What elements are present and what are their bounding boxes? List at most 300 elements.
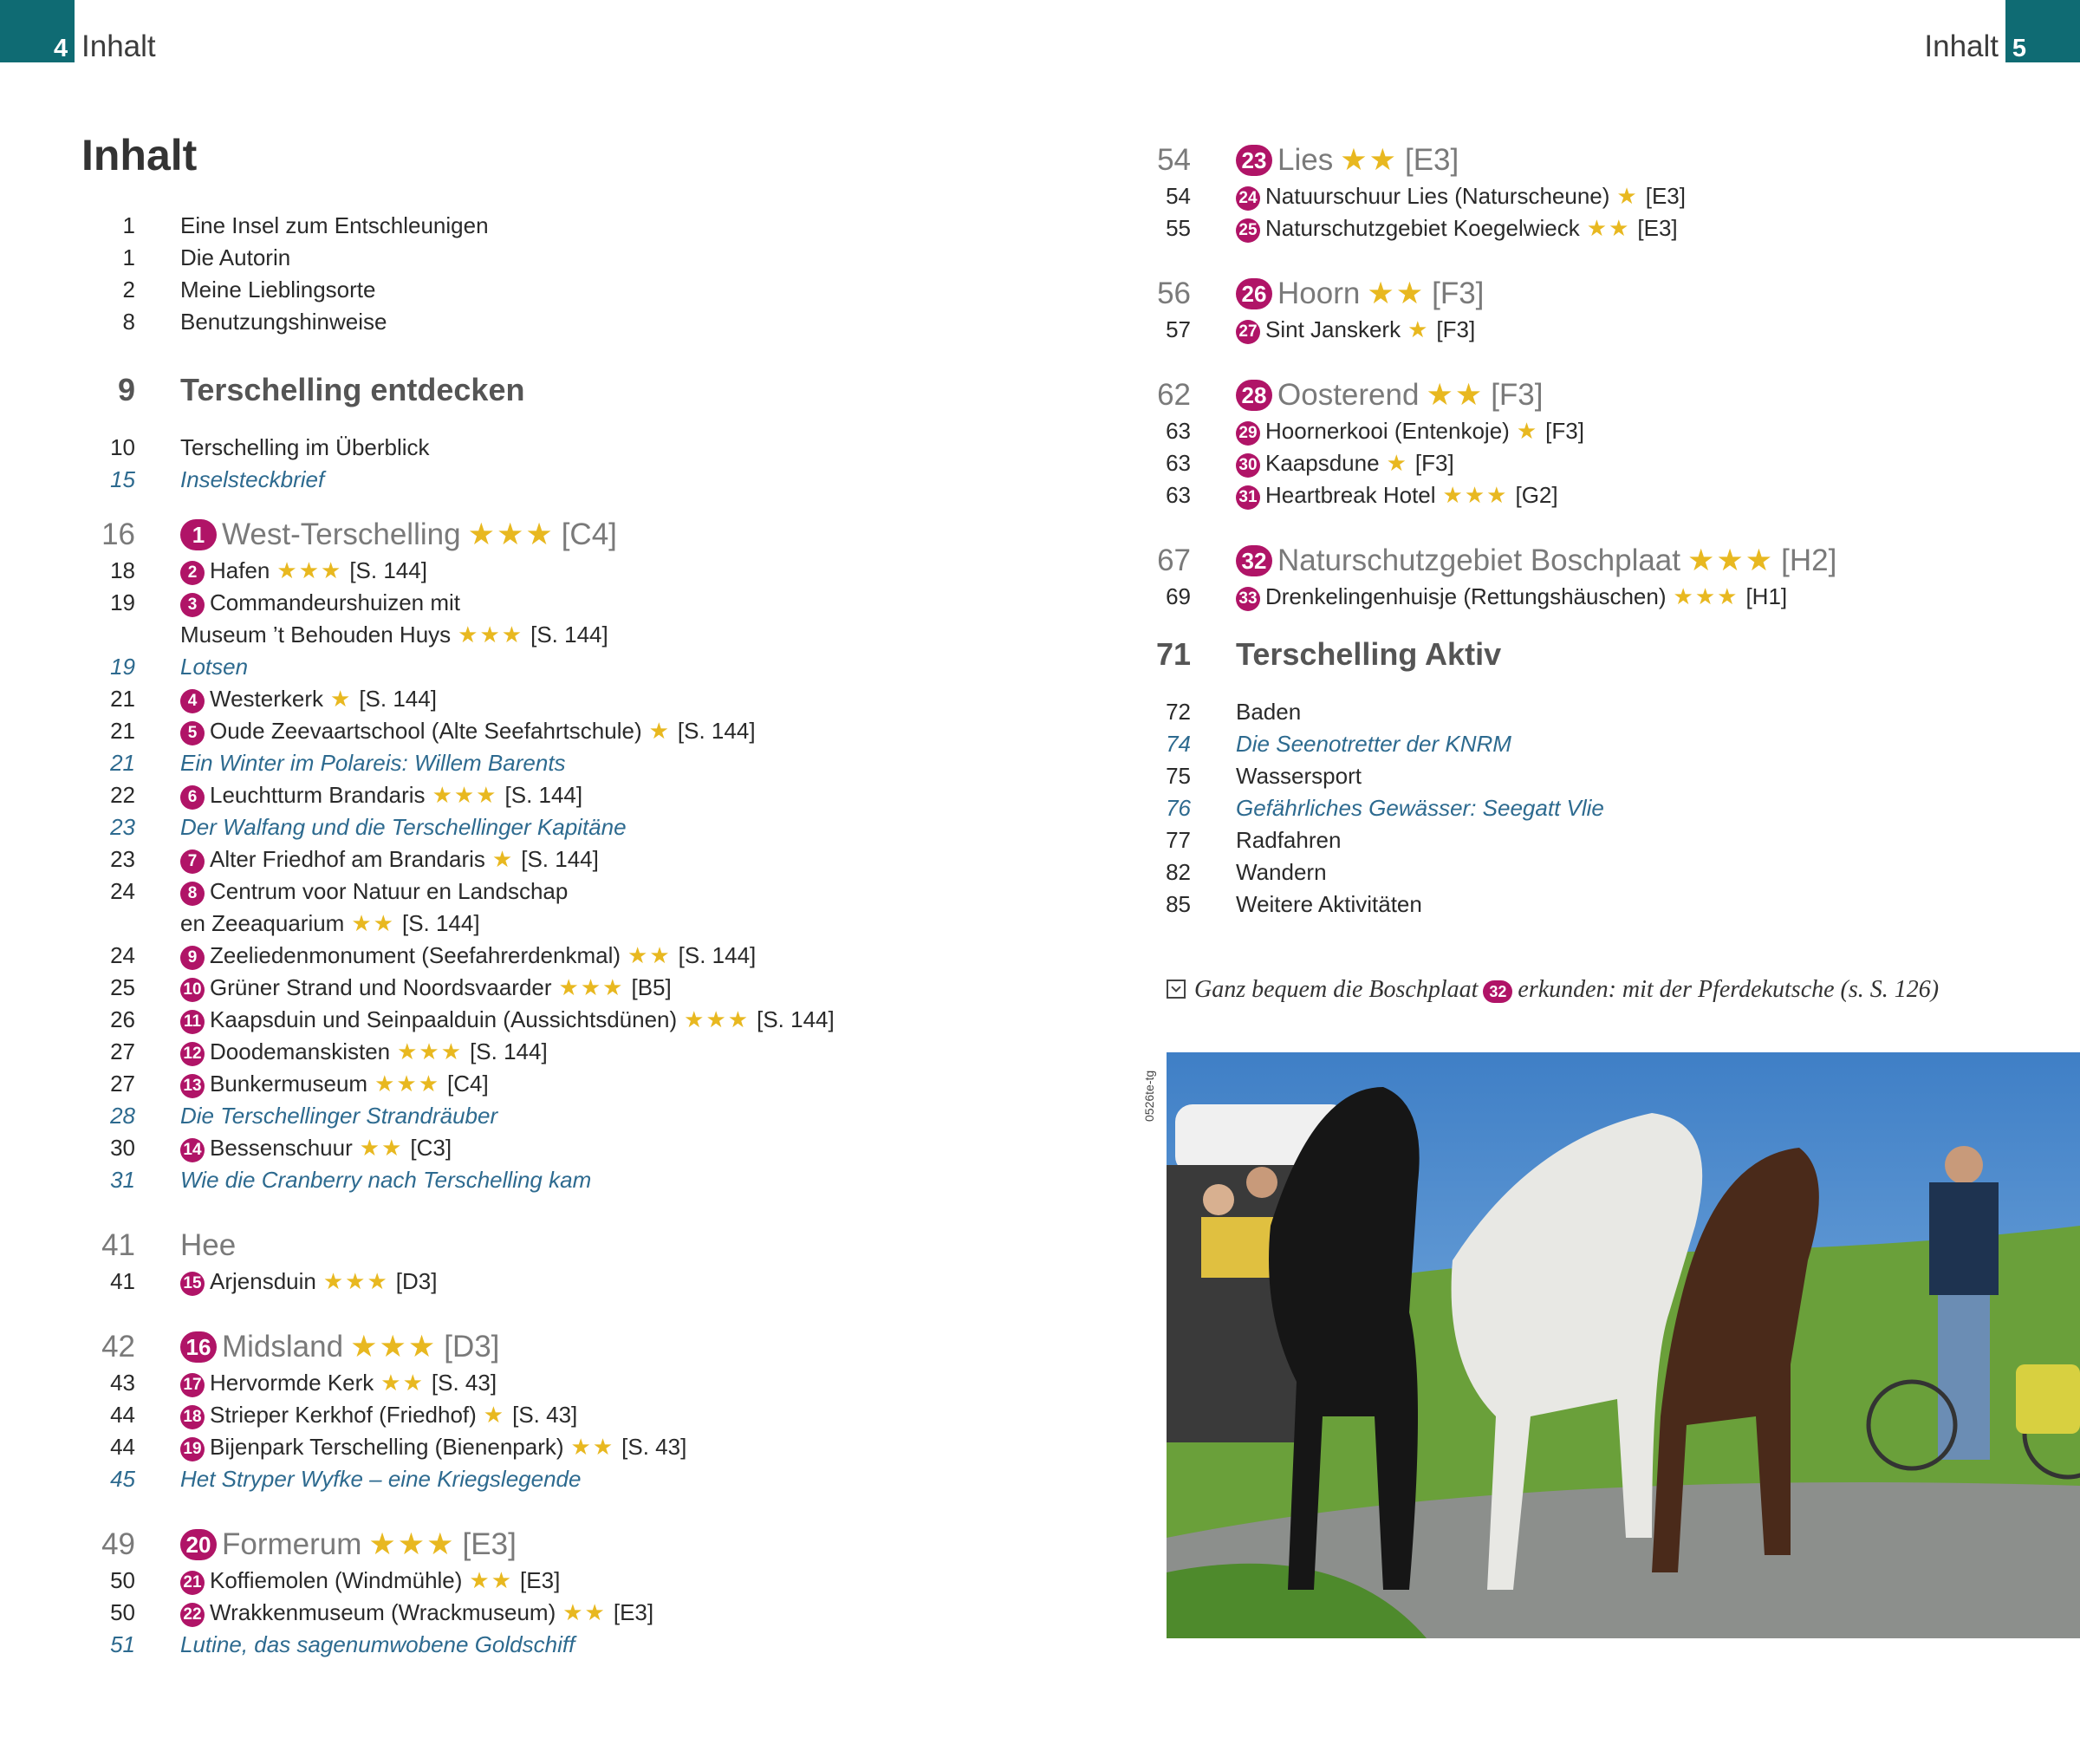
rating-stars-icon: ★★★ <box>1687 544 1775 577</box>
rating-stars-icon: ★ <box>330 686 353 712</box>
toc-page-number: 44 <box>110 1402 135 1428</box>
toc-left-column <box>81 210 1035 1661</box>
rating-stars-icon: ★★★ <box>1442 482 1509 508</box>
photo-caption <box>1167 976 1939 1004</box>
toc-page-number: 57 <box>1166 316 1191 342</box>
toc-entry-title: Doodemanskisten <box>210 1038 391 1064</box>
caption-text-after: erkunden: mit der Pferdekutsche (s. S. 126) <box>1518 976 1940 1003</box>
toc-entry[interactable] <box>81 515 1035 555</box>
rating-stars-icon: ★★ <box>380 1370 425 1396</box>
toc-entry-title: Sint Janskerk <box>1265 316 1401 342</box>
toc-entry[interactable] <box>1137 447 2047 479</box>
poi-number-badge: 2 <box>180 561 205 585</box>
rating-stars-icon: ★★★ <box>684 1006 751 1032</box>
toc-entry-title: Leuchtturm Brandaris <box>210 782 426 808</box>
map-reference: [S. 144] <box>530 622 608 648</box>
right-page-number: 5 <box>2012 35 2026 62</box>
toc-entry-title: Terschelling im Überblick <box>180 434 430 460</box>
toc-entry[interactable] <box>1137 760 2047 792</box>
rating-stars-icon: ★★★ <box>432 782 498 808</box>
poi-number-badge: 4 <box>180 689 205 713</box>
toc-entry[interactable] <box>1137 856 2047 889</box>
map-reference: [E3] <box>462 1527 517 1561</box>
toc-entry-content <box>180 210 489 242</box>
poi-number-badge: 27 <box>1236 320 1260 344</box>
toc-page-number: 19 <box>110 654 135 680</box>
toc-entry-title: Bessenschuur <box>210 1135 353 1161</box>
toc-entry-title: Der Walfang und die Terschellinger Kapitäne <box>180 814 627 840</box>
poi-number-badge: 8 <box>180 882 205 906</box>
toc-spacer <box>1137 613 2047 632</box>
toc-entry-title: Zeeliedenmonument (Seefahrerdenkmal) <box>210 942 621 968</box>
toc-entry-content <box>180 1036 548 1068</box>
toc-entry[interactable] <box>81 1399 1035 1431</box>
map-reference: [E3] <box>520 1567 561 1593</box>
rating-stars-icon: ★★★ <box>397 1038 464 1064</box>
toc-page-number: 44 <box>110 1434 135 1460</box>
left-header-title: Inhalt <box>81 29 156 63</box>
toc-entry-content <box>180 1597 653 1629</box>
toc-page-number: 72 <box>1166 699 1191 725</box>
toc-entry-content <box>180 875 568 908</box>
toc-entry[interactable] <box>81 464 1035 496</box>
caption-number-badge: 32 <box>1483 980 1512 1003</box>
toc-entry[interactable] <box>81 683 1035 715</box>
toc-entry-title: Westerkerk <box>210 686 323 712</box>
toc-entry-content <box>180 1164 591 1196</box>
toc-entry-title: Die Autorin <box>180 244 291 270</box>
toc-entry-content <box>1236 479 1558 511</box>
toc-entry[interactable] <box>1137 415 2047 447</box>
toc-entry[interactable] <box>81 368 1035 413</box>
poi-number-badge: 9 <box>180 946 205 970</box>
map-reference: [S. 144] <box>677 718 756 744</box>
toc-entry-content <box>180 306 387 338</box>
map-reference: [E3] <box>1637 215 1678 241</box>
toc-entry[interactable] <box>1137 180 2047 212</box>
toc-entry-title: Terschelling entdecken <box>180 372 525 407</box>
toc-entry-content <box>1236 889 1422 921</box>
toc-entry-content <box>180 651 248 683</box>
map-reference: [H2] <box>1781 544 1837 577</box>
toc-page-number: 25 <box>110 974 135 1000</box>
toc-page-number: 1 <box>122 212 135 238</box>
toc-page-number: 1 <box>122 244 135 270</box>
toc-page-number: 49 <box>101 1527 135 1561</box>
toc-entry-content <box>1236 180 1686 212</box>
toc-entry-content <box>1236 415 1584 447</box>
toc-entry-content <box>180 972 672 1004</box>
horse-carriage-illustration <box>1167 1052 2080 1638</box>
toc-page-number: 31 <box>110 1167 135 1193</box>
toc-page-number: 18 <box>110 557 135 583</box>
photo-credit: 0526te-tg <box>1142 1070 1156 1122</box>
rating-stars-icon: ★★ <box>1340 143 1398 177</box>
toc-entry-content <box>180 747 566 779</box>
toc-entry-content <box>180 683 437 715</box>
toc-entry[interactable] <box>81 1164 1035 1196</box>
toc-entry-title: Bunkermuseum <box>210 1071 368 1097</box>
rating-stars-icon: ★★ <box>562 1599 607 1625</box>
caption-arrow-icon <box>1167 980 1186 999</box>
toc-page-number: 23 <box>110 814 135 840</box>
toc-spacer <box>1137 346 2047 375</box>
toc-entry[interactable] <box>81 1367 1035 1399</box>
rating-stars-icon: ★★ <box>627 942 672 968</box>
toc-entry-title: Hafen <box>210 557 270 583</box>
toc-entry[interactable] <box>1137 140 2047 180</box>
map-reference: [S. 144] <box>349 557 427 583</box>
map-reference: [G2] <box>1515 482 1558 508</box>
toc-entry-title: Hee <box>180 1228 237 1262</box>
toc-entry[interactable] <box>81 747 1035 779</box>
toc-entry-title: Benutzungshinweise <box>180 309 387 335</box>
toc-entry[interactable] <box>1137 696 2047 728</box>
poi-number-badge: 24 <box>1236 186 1260 211</box>
toc-entry[interactable] <box>1137 274 2047 314</box>
toc-page-number: 21 <box>110 718 135 744</box>
toc-entry[interactable] <box>1137 581 2047 613</box>
toc-page-number: 24 <box>110 942 135 968</box>
toc-entry-title: Lotsen <box>180 654 249 680</box>
toc-spacer <box>81 1196 1035 1226</box>
toc-page-number: 85 <box>1166 891 1191 917</box>
toc-entry-content <box>1236 632 1501 677</box>
toc-spacer <box>1137 511 2047 541</box>
toc-entry-content <box>180 1327 499 1367</box>
toc-page-number: 67 <box>1157 544 1191 577</box>
toc-entry-title: Bijenpark Terschelling (Bienenpark) <box>210 1434 564 1460</box>
toc-entry-title: Naturschutzgebiet Koegelwieck <box>1265 215 1580 241</box>
toc-entry-title: Midsland <box>222 1330 344 1364</box>
rating-stars-icon: ★★ <box>1426 378 1485 412</box>
toc-entry-title: Ein Winter im Polareis: Willem Barents <box>180 750 566 776</box>
toc-entry-content <box>180 464 324 496</box>
toc-page-number: 63 <box>1166 450 1191 476</box>
toc-entry[interactable] <box>81 1431 1035 1463</box>
toc-page-number: 75 <box>1166 763 1191 789</box>
toc-entry-content <box>180 811 627 843</box>
rating-stars-icon: ★★★ <box>368 1527 456 1561</box>
poi-number-badge: 3 <box>180 593 205 617</box>
toc-spacer <box>1137 244 2047 274</box>
toc-entry[interactable] <box>81 908 1035 940</box>
rating-stars-icon: ★★★ <box>458 622 524 648</box>
toc-entry-content <box>180 1399 577 1431</box>
toc-entry-title: Lutine, das sagenumwobene Goldschiff <box>180 1631 575 1657</box>
toc-entry[interactable] <box>1137 824 2047 856</box>
toc-entry[interactable] <box>81 555 1035 587</box>
map-reference: [S. 144] <box>521 846 599 872</box>
toc-page-number: 82 <box>1166 859 1191 885</box>
toc-entry[interactable] <box>81 779 1035 811</box>
toc-spacer <box>81 338 1035 368</box>
toc-entry-content <box>1236 824 1341 856</box>
map-reference: [F3] <box>1414 450 1454 476</box>
toc-entry-title: Hoorn <box>1277 277 1361 310</box>
toc-entry-content <box>180 242 290 274</box>
toc-entry-title: Oude Zeevaartschool (Alte Seefahrtschule) <box>210 718 642 744</box>
toc-entry[interactable] <box>81 1463 1035 1495</box>
toc-entry-title: Centrum voor Natuur en Landschap <box>210 878 569 904</box>
toc-entry-title: Oosterend <box>1277 378 1420 412</box>
toc-entry-content <box>180 1266 437 1298</box>
toc-page-number: 41 <box>101 1228 135 1262</box>
toc-entry[interactable] <box>81 1068 1035 1100</box>
poi-number-badge: 25 <box>1236 218 1260 243</box>
poi-number-badge: 5 <box>180 721 205 745</box>
toc-entry-title: Grüner Strand und Noordsvaarder <box>210 974 552 1000</box>
toc-entry[interactable] <box>81 972 1035 1004</box>
toc-entry-title: Heartbreak Hotel <box>1265 482 1436 508</box>
toc-entry-title: Arjensduin <box>210 1268 316 1294</box>
rating-stars-icon: ★ <box>1386 450 1408 476</box>
poi-number-badge: 12 <box>180 1042 205 1066</box>
poi-number-badge: 23 <box>1236 145 1272 176</box>
toc-page-number: 26 <box>110 1006 135 1032</box>
map-reference: [S. 144] <box>757 1006 835 1032</box>
map-reference: [F3] <box>1545 418 1584 444</box>
toc-page-number: 22 <box>110 782 135 808</box>
toc-entry-content <box>180 940 756 972</box>
map-reference: [S. 144] <box>401 910 480 936</box>
toc-entry[interactable] <box>1137 375 2047 415</box>
toc-entry[interactable] <box>81 1629 1035 1661</box>
toc-entry-content <box>180 1367 497 1399</box>
rating-stars-icon: ★★★ <box>1673 583 1739 609</box>
toc-entry[interactable] <box>81 1100 1035 1132</box>
toc-entry-content <box>180 587 460 619</box>
toc-entry-title: en Zeeaquarium <box>180 910 345 936</box>
toc-entry[interactable] <box>1137 632 2047 677</box>
toc-spacer <box>1137 677 2047 696</box>
toc-page-number: 28 <box>110 1103 135 1129</box>
toc-entry-title: Weitere Aktivitäten <box>1236 891 1422 917</box>
map-reference: [S. 43] <box>431 1370 497 1396</box>
toc-entry-title: Formerum <box>222 1527 362 1561</box>
toc-entry-content <box>180 1629 575 1661</box>
toc-entry-content <box>180 1068 489 1100</box>
rating-stars-icon: ★ <box>648 718 671 744</box>
poi-number-badge: 19 <box>180 1437 205 1461</box>
rating-stars-icon: ★ <box>1407 316 1430 342</box>
rating-stars-icon: ★★ <box>359 1135 404 1161</box>
toc-page-number: 56 <box>1157 277 1191 310</box>
toc-entry-content <box>180 1100 497 1132</box>
toc-page-number: 76 <box>1166 795 1191 821</box>
toc-entry-content <box>180 555 427 587</box>
toc-entry-content <box>1236 856 1327 889</box>
map-reference: [C4] <box>561 517 617 551</box>
toc-entry-content <box>1236 728 1511 760</box>
toc-page-number: 77 <box>1166 827 1191 853</box>
rating-stars-icon: ★★ <box>1586 215 1631 241</box>
map-reference: [F3] <box>1436 316 1476 342</box>
toc-page-number: 16 <box>101 517 135 551</box>
toc-page-number: 2 <box>122 277 135 303</box>
toc-entry-title: Kaapsduin und Seinpaalduin (Aussichtsdünen) <box>210 1006 678 1032</box>
rating-stars-icon: ★★★ <box>374 1071 441 1097</box>
toc-entry-content <box>1236 314 1475 346</box>
toc-page-number: 55 <box>1166 215 1191 241</box>
toc-spacer <box>81 1298 1035 1327</box>
toc-entry-title: Alter Friedhof am Brandaris <box>210 846 485 872</box>
toc-entry-title: Koffiemolen (Windmühle) <box>210 1567 463 1593</box>
toc-entry[interactable] <box>81 715 1035 747</box>
toc-entry[interactable] <box>81 1597 1035 1629</box>
toc-page-number: 50 <box>110 1567 135 1593</box>
toc-entry-content <box>180 1525 517 1565</box>
toc-page-number: 69 <box>1166 583 1191 609</box>
toc-entry-title: Lies <box>1277 143 1334 177</box>
toc-entry[interactable] <box>81 1525 1035 1565</box>
toc-entry[interactable] <box>81 306 1035 338</box>
toc-entry[interactable] <box>81 1226 1035 1266</box>
rating-stars-icon: ★★ <box>351 910 395 936</box>
poi-number-badge: 13 <box>180 1074 205 1098</box>
toc-entry-title: Gefährliches Gewässer: Seegatt Vlie <box>1236 795 1604 821</box>
toc-page-number: 10 <box>110 434 135 460</box>
toc-page-number: 21 <box>110 686 135 712</box>
toc-entry[interactable] <box>1137 792 2047 824</box>
toc-entry[interactable] <box>81 843 1035 875</box>
caption-text-before: Ganz bequem die Boschplaat <box>1194 976 1479 1003</box>
poi-number-badge: 32 <box>1236 545 1272 576</box>
rating-stars-icon: ★★★ <box>322 1268 389 1294</box>
toc-entry-title: Museum ’t Behouden Huys <box>180 622 452 648</box>
toc-page-number: 9 <box>117 372 135 407</box>
rating-stars-icon: ★★ <box>570 1434 615 1460</box>
toc-entry[interactable] <box>81 811 1035 843</box>
poi-number-badge: 16 <box>180 1331 217 1363</box>
map-reference: [S. 144] <box>678 942 757 968</box>
toc-entry[interactable] <box>81 1004 1035 1036</box>
map-reference: [D3] <box>444 1330 500 1364</box>
toc-entry-title: Naturschutzgebiet Boschplaat <box>1277 544 1680 577</box>
toc-entry-title: Die Terschellinger Strandräuber <box>180 1103 498 1129</box>
toc-entry-content <box>1236 696 1301 728</box>
rating-stars-icon: ★★★ <box>467 517 555 551</box>
toc-entry-content <box>1236 274 1484 314</box>
toc-entry-title: Natuurschuur Lies (Naturscheune) <box>1265 183 1610 209</box>
toc-entry-content <box>180 1004 835 1036</box>
toc-entry-title: Eine Insel zum Entschleunigen <box>180 212 489 238</box>
poi-number-badge: 18 <box>180 1405 205 1429</box>
toc-entry[interactable] <box>81 1266 1035 1298</box>
map-reference: [F3] <box>1432 277 1485 310</box>
toc-entry-title: Wandern <box>1236 859 1327 885</box>
toc-entry-content <box>1236 541 1836 581</box>
toc-entry-title: Hoornerkooi (Entenkoje) <box>1265 418 1510 444</box>
poi-number-badge: 1 <box>180 519 217 550</box>
poi-number-badge: 15 <box>180 1272 205 1296</box>
toc-entry-content <box>180 715 756 747</box>
toc-entry-content <box>180 274 375 306</box>
toc-entry[interactable] <box>1137 212 2047 244</box>
toc-entry[interactable] <box>81 210 1035 242</box>
toc-page-number: 19 <box>110 589 135 615</box>
poi-number-badge: 21 <box>180 1571 205 1595</box>
toc-entry[interactable] <box>81 1036 1035 1068</box>
toc-page-number: 8 <box>122 309 135 335</box>
map-reference: [E3] <box>1645 183 1686 209</box>
rating-stars-icon: ★ <box>1616 183 1639 209</box>
toc-entry[interactable] <box>81 1565 1035 1597</box>
toc-entry-content <box>1236 581 1787 613</box>
toc-page-number: 23 <box>110 846 135 872</box>
map-reference: [S. 144] <box>359 686 437 712</box>
rating-stars-icon: ★★★ <box>276 557 343 583</box>
map-reference: [E3] <box>613 1599 654 1625</box>
toc-entry[interactable] <box>81 432 1035 464</box>
rating-stars-icon: ★ <box>483 1402 506 1428</box>
toc-entry-content <box>180 432 430 464</box>
poi-number-badge: 33 <box>1236 587 1260 611</box>
map-reference: [S. 43] <box>621 1434 687 1460</box>
toc-entry-title: Wassersport <box>1236 763 1362 789</box>
toc-entry[interactable] <box>1137 541 2047 581</box>
toc-entry-content <box>180 908 480 940</box>
toc-entry-title: Kaapsdune <box>1265 450 1380 476</box>
toc-entry[interactable] <box>81 242 1035 274</box>
poi-number-badge: 28 <box>1236 380 1272 411</box>
toc-entry[interactable] <box>81 1327 1035 1367</box>
toc-right-column <box>1137 140 2047 921</box>
toc-entry-content <box>180 1565 560 1597</box>
toc-entry[interactable] <box>81 875 1035 908</box>
toc-page-number: 63 <box>1166 482 1191 508</box>
toc-entry-content <box>1236 760 1362 792</box>
toc-entry[interactable] <box>81 940 1035 972</box>
toc-entry[interactable] <box>81 1132 1035 1164</box>
toc-entry-title: West-Terschelling <box>222 517 461 551</box>
toc-entry-content <box>1236 212 1678 244</box>
toc-entry-title: Die Seenotretter der KNRM <box>1236 731 1511 757</box>
toc-entry[interactable] <box>81 619 1035 651</box>
toc-spacer <box>81 496 1035 515</box>
toc-page-number: 43 <box>110 1370 135 1396</box>
horse-carriage-photo <box>1167 1052 2080 1638</box>
toc-entry-title: Wrakkenmuseum (Wrackmuseum) <box>210 1599 556 1625</box>
left-page-number: 4 <box>54 35 68 62</box>
toc-entry-content <box>1236 140 1459 180</box>
toc-entry-content <box>180 1431 686 1463</box>
toc-entry-content <box>180 1463 581 1495</box>
toc-entry-content <box>1236 375 1544 415</box>
toc-page-number: 63 <box>1166 418 1191 444</box>
toc-page-number: 27 <box>110 1038 135 1064</box>
toc-entry[interactable] <box>1137 314 2047 346</box>
toc-entry-title: Het Stryper Wyfke – eine Kriegslegende <box>180 1466 582 1492</box>
toc-page-number: 41 <box>110 1268 135 1294</box>
toc-entry-title: Baden <box>1236 699 1302 725</box>
toc-entry[interactable] <box>1137 889 2047 921</box>
rating-stars-icon: ★★ <box>469 1567 514 1593</box>
toc-entry[interactable] <box>81 587 1035 619</box>
toc-page-number: 50 <box>110 1599 135 1625</box>
map-reference: [S. 43] <box>512 1402 578 1428</box>
toc-entry[interactable] <box>81 274 1035 306</box>
toc-entry-title: Wie die Cranberry nach Terschelling kam <box>180 1167 592 1193</box>
poi-number-badge: 14 <box>180 1138 205 1162</box>
toc-entry[interactable] <box>81 651 1035 683</box>
toc-entry[interactable] <box>1137 728 2047 760</box>
poi-number-badge: 17 <box>180 1373 205 1397</box>
map-reference: [F3] <box>1491 378 1544 412</box>
toc-page-number: 62 <box>1157 378 1191 412</box>
toc-entry[interactable] <box>1137 479 2047 511</box>
poi-number-badge: 29 <box>1236 421 1260 446</box>
